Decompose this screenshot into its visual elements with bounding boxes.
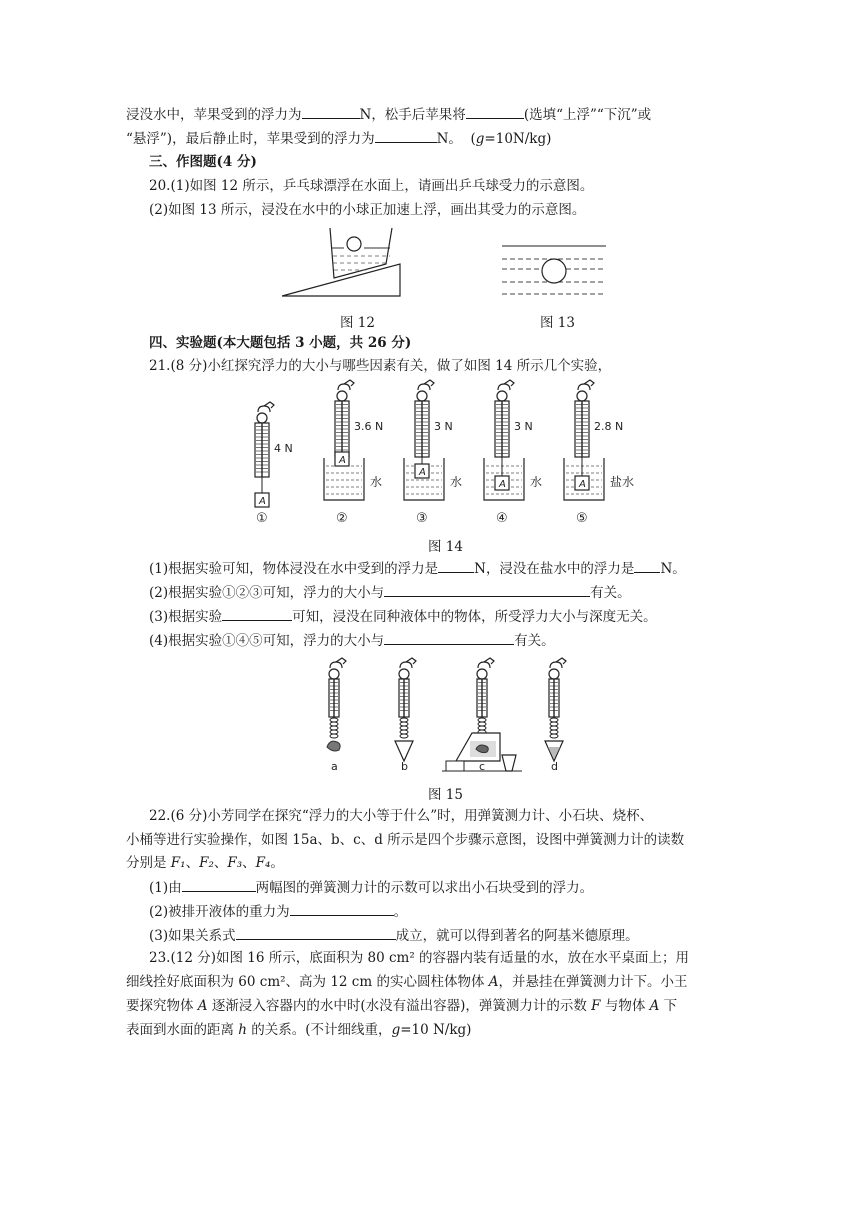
hand-icon xyxy=(584,380,594,386)
separator: 、 xyxy=(242,855,256,871)
spring-coil xyxy=(550,734,558,738)
q21-part-2 xyxy=(149,582,631,603)
q22-text: 。 xyxy=(270,855,284,871)
q21-part-3 xyxy=(149,606,657,627)
force-reading-label: 4 N xyxy=(274,442,293,455)
spring-coil xyxy=(400,718,408,722)
object-a-label: A xyxy=(259,496,266,507)
answer-blank[interactable] xyxy=(634,558,660,573)
hand-icon xyxy=(556,658,566,664)
section-4-heading: 四、实验题(本大题包括 3 小题，共 26 分) xyxy=(149,335,412,351)
variable-h: h xyxy=(238,1022,247,1038)
hand-hook-icon xyxy=(478,662,490,668)
q22-text: 。 xyxy=(393,904,408,920)
answer-blank[interactable] xyxy=(290,901,394,916)
q21-text: (3)根据实验 xyxy=(149,609,223,625)
q19-text: N。 xyxy=(436,131,462,147)
q22-part-2 xyxy=(149,901,407,922)
ping-pong-ball xyxy=(347,237,361,251)
answer-blank[interactable] xyxy=(182,877,256,892)
hand-icon xyxy=(344,380,354,386)
scale-ring xyxy=(577,391,587,401)
q22-text: 成立，就可以得到著名的阿基米德原理。 xyxy=(395,928,639,944)
q22-text: (3)如果关系式 xyxy=(149,928,236,944)
q21-text: 有关。 xyxy=(514,633,555,649)
hand-hook-icon xyxy=(338,384,350,390)
hand-icon xyxy=(406,658,416,664)
submerged-ball xyxy=(542,259,566,283)
experiment-5 xyxy=(564,380,634,526)
figure-12 xyxy=(282,226,422,306)
experiment-number: ④ xyxy=(496,511,508,526)
variable-g: g xyxy=(475,131,485,147)
object-a: A xyxy=(488,974,499,990)
q22-line-1: 22.(6 分)小芳同学在探究“浮力的大小等于什么”时，用弹簧测力计、小石块、烧杯、 xyxy=(149,808,654,824)
q19-line-2 xyxy=(126,128,551,149)
liquid-label: 水 xyxy=(370,475,383,489)
scale-ring xyxy=(477,669,487,679)
q20-part-2: (2)如图 13 所示，浸没在水中的小球正加速上浮，画出其受力的示意图。 xyxy=(149,202,586,218)
experiment-number: ① xyxy=(256,511,268,526)
q23-line-2 xyxy=(126,972,688,992)
force-f1: F₁ xyxy=(170,855,186,871)
q19-text: (选填“上浮”“下沉”或 xyxy=(523,107,652,123)
liquid-label: 水 xyxy=(530,475,543,489)
stone xyxy=(327,741,340,751)
variable-f: F xyxy=(591,998,601,1014)
q23-text: =10 N/kg) xyxy=(400,1022,472,1038)
spring-coil xyxy=(550,730,558,734)
scale-ring xyxy=(417,391,427,401)
q23-text: 要探究物体 xyxy=(126,998,198,1014)
q21-text: (1)根据实验可知，物体浸没在水中受到的浮力是 xyxy=(149,561,439,577)
hand-hook-icon xyxy=(550,662,562,668)
experiment-number: ③ xyxy=(416,511,428,526)
hand-icon xyxy=(484,658,494,664)
object-a-label: A xyxy=(419,467,426,478)
step-label: c xyxy=(479,760,486,773)
step-a xyxy=(327,658,346,773)
spring-coil xyxy=(330,722,338,726)
hand-hook-icon xyxy=(498,384,510,390)
force-reading-label: 2.8 N xyxy=(594,420,624,433)
step-c xyxy=(442,658,522,773)
scale-ring xyxy=(549,669,559,679)
spring-coil xyxy=(400,730,408,734)
force-reading-label: 3 N xyxy=(514,420,533,433)
step-d xyxy=(545,658,566,773)
step-label: d xyxy=(551,760,558,773)
scale-ring xyxy=(399,669,409,679)
q22-text: (1)由 xyxy=(149,880,182,896)
q22-text: 两幅图的弹簧测力计的示数可以求出小石块受到的浮力。 xyxy=(255,880,594,896)
hand-hook-icon xyxy=(400,662,412,668)
q21-text: N，浸没在盐水中的浮力是 xyxy=(474,561,635,577)
q19-text: =10N/kg) xyxy=(484,131,552,147)
scale-ring xyxy=(497,391,507,401)
variable-g: g xyxy=(391,1022,401,1038)
hand-hook-icon xyxy=(330,662,342,668)
figure-14-caption: 图 14 xyxy=(428,539,463,555)
q23-text: 与物体 xyxy=(600,998,650,1014)
q23-line-1: 23.(12 分)如图 16 所示，底面积为 80 cm² 的容器内装有适量的水，放在水平桌面上；用 xyxy=(149,950,690,966)
hand-icon xyxy=(336,658,346,664)
q21-text: 有关。 xyxy=(590,585,631,601)
spring-coil xyxy=(400,734,408,738)
hand-icon xyxy=(424,380,434,386)
small-bucket xyxy=(395,741,413,761)
q21-part-4 xyxy=(149,630,555,651)
q22-line-3 xyxy=(126,853,284,873)
force-f2: F₂ xyxy=(199,855,214,871)
figure-14 xyxy=(246,378,666,528)
step-b xyxy=(395,658,416,773)
experiment-3 xyxy=(404,380,462,526)
spring-coil xyxy=(550,722,558,726)
spring-coil xyxy=(330,734,338,738)
spring-coil xyxy=(400,722,408,726)
q21-part-1 xyxy=(149,558,686,579)
answer-blank[interactable] xyxy=(466,104,524,119)
step-label: a xyxy=(331,760,338,773)
spring-coil xyxy=(478,726,486,730)
figure-15 xyxy=(310,656,590,776)
spring-coil xyxy=(478,718,486,722)
q21-text: (4)根据实验①④⑤可知，浮力的大小与 xyxy=(149,633,385,649)
scale-ring xyxy=(337,391,347,401)
q22-part-3 xyxy=(149,925,639,946)
object-a-label: A xyxy=(339,455,346,466)
separator: 、 xyxy=(213,855,228,871)
q20-part-1: 20.(1)如图 12 所示，乒乓球漂浮在水面上，请画出乒乓球受力的示意图。 xyxy=(149,178,594,194)
hand-hook-icon xyxy=(418,384,430,390)
hand-icon xyxy=(504,380,514,386)
hand-icon xyxy=(264,402,274,408)
separator: 、 xyxy=(185,855,200,871)
q23-text: ，并悬挂在弹簧测力计下。小王 xyxy=(498,974,688,990)
figure-15-caption: 图 15 xyxy=(428,787,463,803)
q23-text: 表面到水面的距离 xyxy=(126,1022,239,1038)
q23-text: 细线拴好底面积为 60 cm²、高为 12 cm 的实心圆柱体物体 xyxy=(126,974,489,990)
q23-text: 下 xyxy=(659,998,678,1014)
q19-text: “悬浮”)，最后静止时，苹果受到的浮力为 xyxy=(126,131,375,147)
section-3-heading: 三、作图题(4 分) xyxy=(149,154,257,170)
q21-text: (2)根据实验①②③可知，浮力的大小与 xyxy=(149,585,385,601)
q22-text: 分别是 xyxy=(126,855,171,871)
answer-blank[interactable] xyxy=(384,582,590,597)
q21-text: N。 xyxy=(660,561,686,577)
small-bucket xyxy=(502,755,516,771)
object-a: A xyxy=(649,998,660,1014)
q19-text: ( xyxy=(470,131,476,147)
object-a-label: A xyxy=(499,479,506,490)
force-f3: F₃ xyxy=(227,855,243,871)
q22-line-2: 小桶等进行实验操作，如图 15a、b、c、d 所示是四个步骤示意图，设图中弹簧测力计的读数 xyxy=(126,832,685,848)
spring-coil xyxy=(550,718,558,722)
experiment-number: ⑤ xyxy=(576,511,588,526)
spring-coil xyxy=(330,730,338,734)
step-label: b xyxy=(401,760,408,773)
spring-coil xyxy=(478,722,486,726)
answer-blank[interactable] xyxy=(375,128,437,143)
q21-text: 可知，浸没在同种液体中的物体，所受浮力大小与深度无关。 xyxy=(292,609,657,625)
q23-line-4 xyxy=(126,1020,471,1040)
object-a-label: A xyxy=(579,479,586,490)
q21-intro: 21.(8 分)小红探究浮力的大小与哪些因素有关，做了如图 14 所示几个实验， xyxy=(149,358,612,374)
experiment-4 xyxy=(484,380,542,526)
q19-text: 浸没水中，苹果受到的浮力为 xyxy=(126,107,302,123)
hand-hook-icon xyxy=(578,384,590,390)
figure-13 xyxy=(502,240,612,300)
spring-coil xyxy=(330,726,338,730)
answer-blank[interactable] xyxy=(236,925,396,940)
scale-ring xyxy=(329,669,339,679)
scale-ring xyxy=(257,413,267,423)
liquid-label: 盐水 xyxy=(610,475,635,489)
force-f4: F₄ xyxy=(255,855,271,871)
experiment-number: ② xyxy=(336,511,348,526)
object-a: A xyxy=(197,998,208,1014)
answer-blank[interactable] xyxy=(302,104,360,119)
spring-coil xyxy=(550,726,558,730)
figure-12-caption: 图 12 xyxy=(340,315,375,331)
experiment-2 xyxy=(324,380,383,526)
spring-coil xyxy=(330,718,338,722)
figure-13-caption: 图 13 xyxy=(540,315,575,331)
support-block xyxy=(446,761,464,771)
q22-part-1 xyxy=(149,877,593,898)
answer-blank[interactable] xyxy=(222,606,292,621)
q23-text: 逐渐浸入容器内的水中时(水没有溢出容器)，弹簧测力计的示数 xyxy=(207,998,592,1014)
q19-line-1 xyxy=(126,104,651,125)
q23-text: 的关系。(不计细线重， xyxy=(247,1022,392,1038)
spring-coil xyxy=(400,726,408,730)
hand-hook-icon xyxy=(258,406,270,412)
experiment-1 xyxy=(255,402,293,526)
force-reading-label: 3.6 N xyxy=(354,420,384,433)
q23-line-3 xyxy=(126,996,677,1016)
answer-blank[interactable] xyxy=(384,630,514,645)
force-reading-label: 3 N xyxy=(434,420,453,433)
q22-text: (2)被排开液体的重力为 xyxy=(149,904,290,920)
answer-blank[interactable] xyxy=(438,558,474,573)
q19-text: N，松手后苹果将 xyxy=(359,107,466,123)
liquid-label: 水 xyxy=(450,475,463,489)
